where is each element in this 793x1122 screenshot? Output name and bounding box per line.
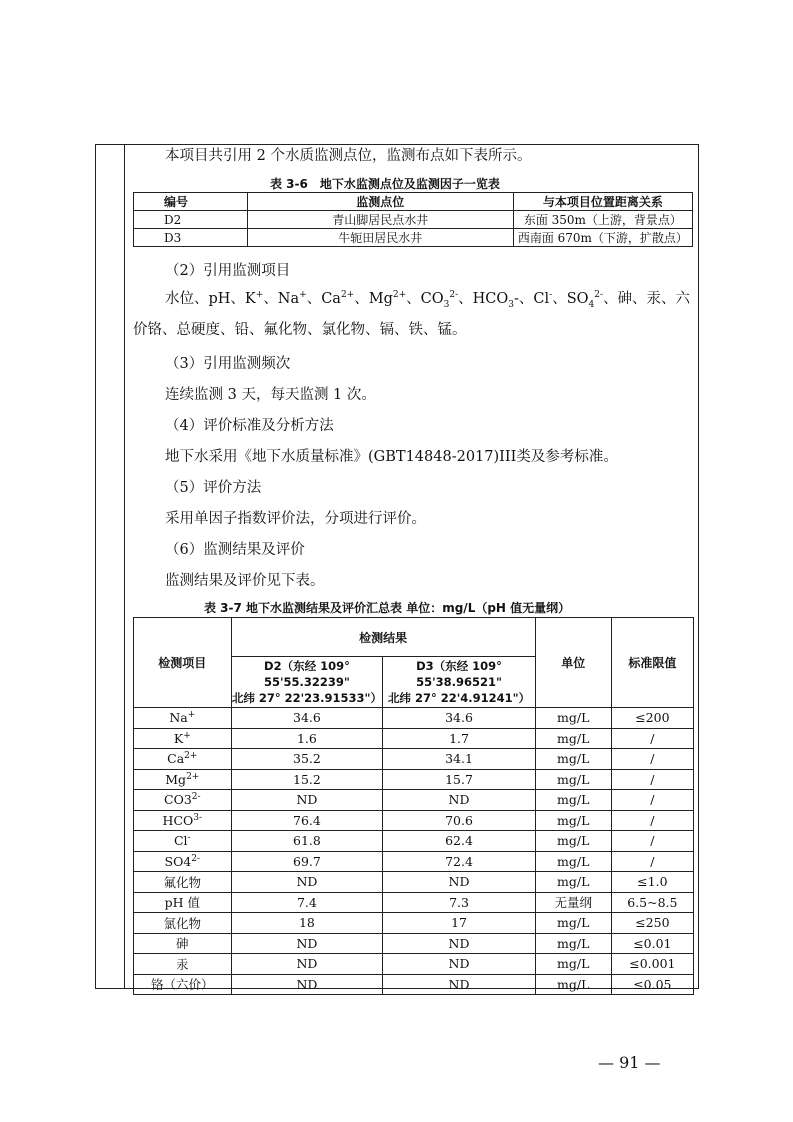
section-5-title: （5）评价方法 — [165, 480, 262, 496]
cell-unit: mg/L — [535, 872, 611, 893]
cell-limit: / — [611, 851, 693, 872]
cell-unit: mg/L — [535, 769, 611, 790]
section-4-text: 地下水采用《地下水质量标准》(GBT14848-2017)III类及参考标准。 — [165, 449, 618, 465]
cell-unit: mg/L — [535, 708, 611, 729]
cell-unit: 无量纲 — [535, 892, 611, 913]
section-3-text: 连续监测 3 天，每天监测 1 次。 — [165, 387, 376, 403]
cell-d2: ND — [231, 974, 383, 995]
section-5-text: 采用单因子指数评价法，分项进行评价。 — [165, 511, 426, 527]
cell-unit: mg/L — [535, 913, 611, 934]
table-row — [134, 769, 694, 790]
cell-d3: 70.6 — [383, 810, 535, 831]
section-6-title: （6）监测结果及评价 — [165, 542, 305, 558]
cell-item: $HCO^{3-}$ — [134, 810, 232, 831]
cell-d3: 7.3 — [383, 892, 535, 913]
cell-limit: ≤0.05 — [611, 974, 693, 995]
cell-d3: 1.7 — [383, 728, 535, 749]
cell-d3: 62.4 — [383, 831, 535, 852]
col-header-relation: 与本项目位置距离关系 — [513, 193, 692, 211]
table-row — [134, 810, 694, 831]
cell-d3: 15.7 — [383, 769, 535, 790]
col-header-d2: D2（东经 109° 55'55.32239" 北纬 27° 22'23.91533"） — [231, 657, 383, 708]
cell-limit: ≤0.001 — [611, 954, 693, 975]
table-row — [134, 851, 694, 872]
table-row — [134, 974, 694, 995]
cell-item: Na+ — [134, 708, 232, 729]
monitoring-points-table — [133, 192, 693, 247]
results-table — [133, 617, 694, 995]
frame-divider — [124, 144, 125, 989]
intro-paragraph: 本项目共引用 2 个水质监测点位，监测布点如下表所示。 — [165, 148, 532, 164]
table-row — [134, 708, 694, 729]
cell-d2: 34.6 — [231, 708, 383, 729]
cell-id: D2 — [134, 211, 248, 229]
cell-id: D3 — [134, 229, 248, 247]
section-2-text: 水位、pH、K+、Na+、$Ca^{2+}$、$Mg^{2+}$、$CO_3^{2-}$、$HCO_3-$、Cl-、$SO_4^{2-}$、砷、汞、六价铬、总硬度、铅、氟化物、氯化物、镉、铁、锰。 — [133, 290, 691, 338]
cell-unit: mg/L — [535, 728, 611, 749]
col-header-item: 检测项目 — [134, 618, 232, 708]
table-row — [134, 211, 693, 229]
cell-item: 氟化物 — [134, 872, 232, 893]
section-3-title: （3）引用监测频次 — [165, 356, 291, 372]
table-row — [134, 913, 694, 934]
cell-location: 青山脚居民点水井 — [247, 211, 513, 229]
cell-limit: / — [611, 749, 693, 770]
table-row — [134, 229, 693, 247]
table-row — [134, 790, 694, 811]
cell-limit: ≤1.0 — [611, 872, 693, 893]
cell-item: $Mg^{2+}$ — [134, 769, 232, 790]
cell-d3: ND — [383, 974, 535, 995]
table-header-row — [134, 618, 694, 657]
col-header-results: 检测结果 — [231, 618, 535, 657]
cell-d3: 72.4 — [383, 851, 535, 872]
section-2-title: （2）引用监测项目 — [165, 263, 291, 279]
cell-relation: 西南面 670m（下游，扩散点） — [513, 229, 692, 247]
cell-d2: 35.2 — [231, 749, 383, 770]
cell-d2: ND — [231, 790, 383, 811]
cell-relation: 东面 350m（上游，背景点） — [513, 211, 692, 229]
cell-unit: mg/L — [535, 851, 611, 872]
cell-d3: 34.1 — [383, 749, 535, 770]
cell-d3: ND — [383, 933, 535, 954]
cell-limit: / — [611, 831, 693, 852]
table1-caption: 表 3-6 地下水监测点位及监测因子一览表 — [270, 177, 500, 191]
cell-unit: mg/L — [535, 810, 611, 831]
cell-d2: 15.2 — [231, 769, 383, 790]
table2-caption: 表 3-7 地下水监测结果及评价汇总表 单位：mg/L（pH 值无量纲） — [204, 601, 571, 615]
section-4-title: （4）评价标准及分析方法 — [165, 418, 334, 434]
cell-item: 汞 — [134, 954, 232, 975]
cell-limit: ≤0.01 — [611, 933, 693, 954]
cell-unit: mg/L — [535, 790, 611, 811]
cell-d2: 7.4 — [231, 892, 383, 913]
col-header-limit: 标准限值 — [611, 618, 693, 708]
cell-d3: ND — [383, 790, 535, 811]
cell-item: Cl- — [134, 831, 232, 852]
cell-item: $SO4^{2-}$ — [134, 851, 232, 872]
cell-d2: 61.8 — [231, 831, 383, 852]
cell-item: 铬（六价） — [134, 974, 232, 995]
cell-d2: 76.4 — [231, 810, 383, 831]
cell-unit: mg/L — [535, 974, 611, 995]
cell-limit: / — [611, 810, 693, 831]
cell-limit: 6.5~8.5 — [611, 892, 693, 913]
table-header-row — [134, 193, 693, 211]
cell-d2: 18 — [231, 913, 383, 934]
cell-item: $CO3^{2-}$ — [134, 790, 232, 811]
cell-d2: 1.6 — [231, 728, 383, 749]
cell-unit: mg/L — [535, 749, 611, 770]
cell-d3: ND — [383, 954, 535, 975]
cell-item: $Ca^{2+}$ — [134, 749, 232, 770]
table-row — [134, 892, 694, 913]
table-row — [134, 831, 694, 852]
table-row — [134, 749, 694, 770]
cell-limit: / — [611, 728, 693, 749]
cell-item: 砷 — [134, 933, 232, 954]
cell-d2: ND — [231, 872, 383, 893]
cell-d3: 17 — [383, 913, 535, 934]
cell-d2: 69.7 — [231, 851, 383, 872]
cell-item: K+ — [134, 728, 232, 749]
table-row — [134, 954, 694, 975]
cell-d3: ND — [383, 872, 535, 893]
cell-limit: ≤250 — [611, 913, 693, 934]
col-header-unit: 单位 — [535, 618, 611, 708]
table-row — [134, 728, 694, 749]
table-row — [134, 933, 694, 954]
page-number: — 91 — — [598, 1053, 661, 1072]
cell-d3: 34.6 — [383, 708, 535, 729]
table-row — [134, 872, 694, 893]
cell-location: 牛轭田居民水井 — [247, 229, 513, 247]
section-6-text: 监测结果及评价见下表。 — [165, 573, 325, 589]
col-header-location: 监测点位 — [247, 193, 513, 211]
cell-item: pH 值 — [134, 892, 232, 913]
cell-unit: mg/L — [535, 831, 611, 852]
cell-d2: ND — [231, 954, 383, 975]
cell-limit: / — [611, 769, 693, 790]
cell-limit: / — [611, 790, 693, 811]
cell-unit: mg/L — [535, 933, 611, 954]
col-header-id: 编号 — [134, 193, 248, 211]
cell-d2: ND — [231, 933, 383, 954]
cell-item: 氯化物 — [134, 913, 232, 934]
col-header-d3: D3（东经 109° 55'38.96521" 北纬 27° 22'4.91241"） — [383, 657, 535, 708]
cell-unit: mg/L — [535, 954, 611, 975]
cell-limit: ≤200 — [611, 708, 693, 729]
